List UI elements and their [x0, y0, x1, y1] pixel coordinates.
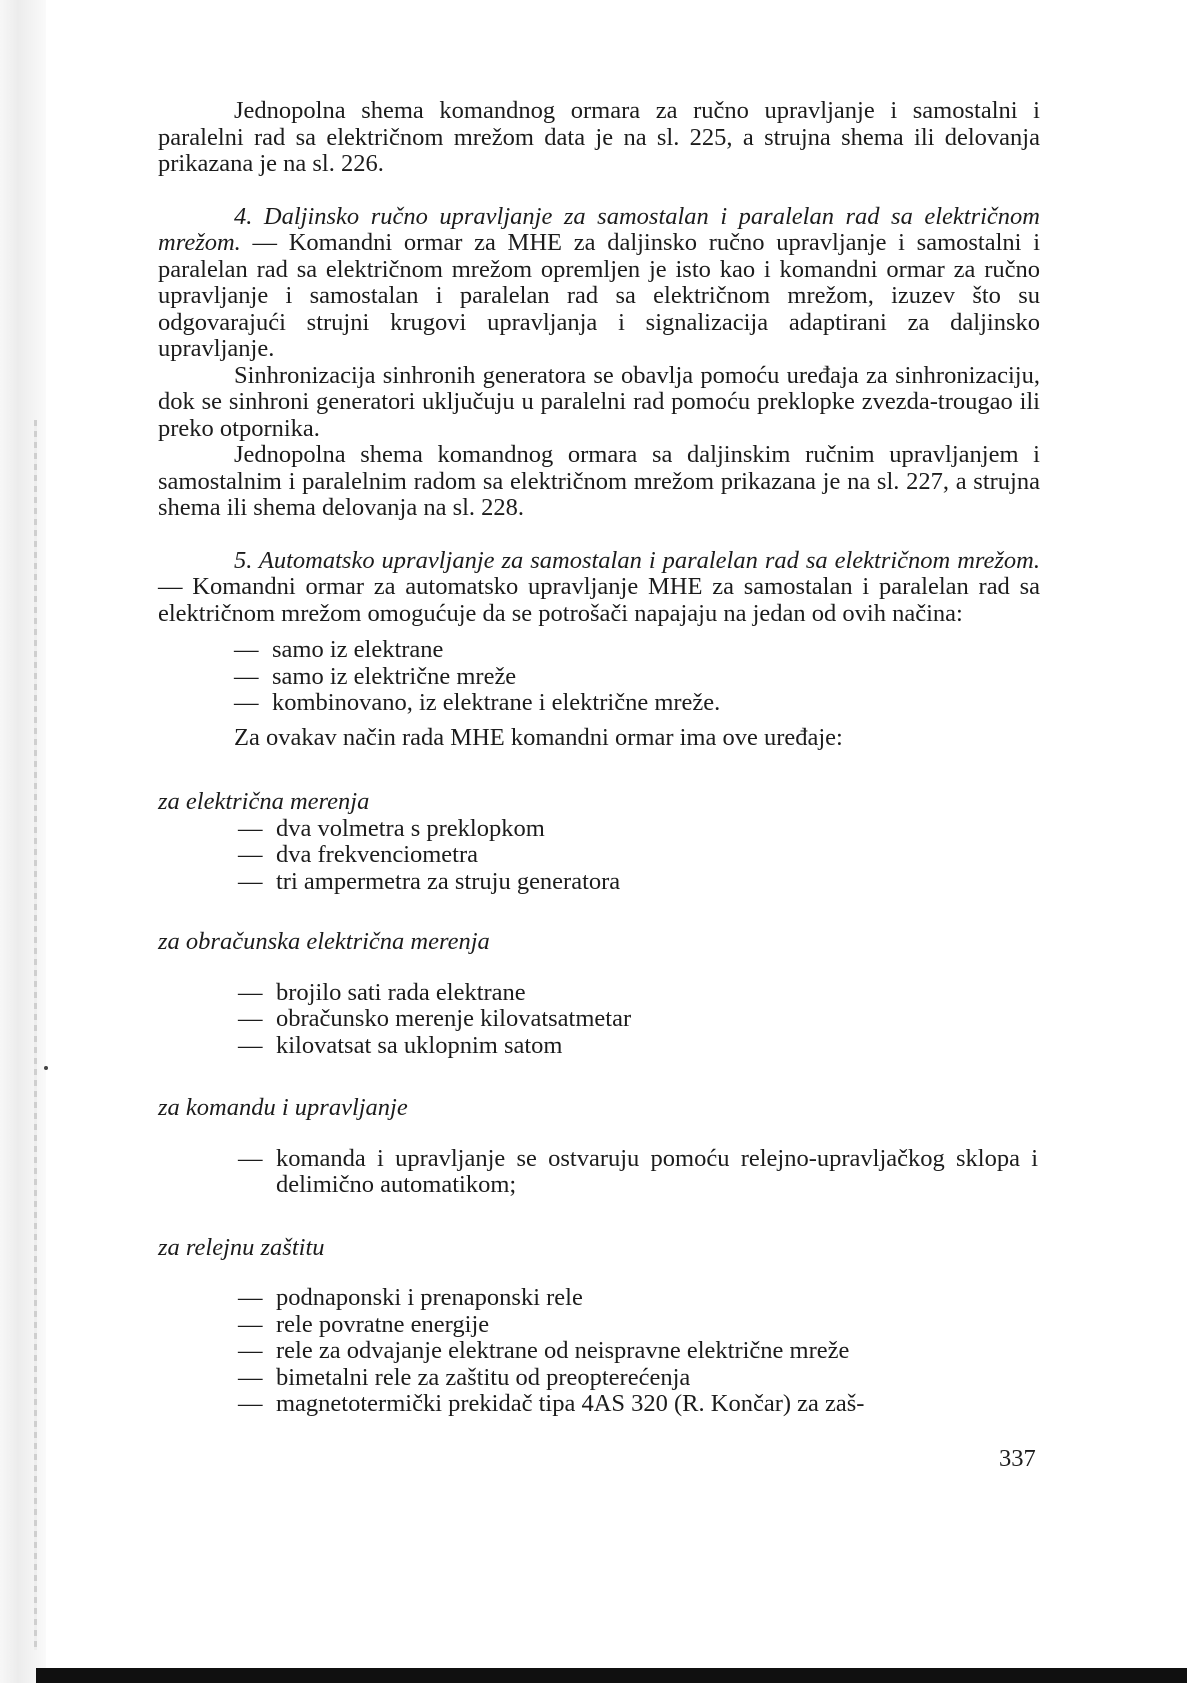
page-number: 337 [999, 1445, 1036, 1472]
list-item: — komanda i upravljanje se ostvaruju pomoću relejno-upravljačkog sklopa i delimično automatikom; [238, 1146, 1038, 1199]
measurements-list [238, 816, 1040, 896]
section-title-relay-protection: za relejnu zaštitu [158, 1233, 325, 1261]
section-title-control: za komandu i upravljanje [158, 1094, 408, 1121]
paragraph-3: Sinhronizacija sinhronih generatora se obavlja pomoću uređaja za sinhronizaciju, dok se sinhroni generatori uključuju u paralelni rad pomoću preklopke zvezda-trougao ili preko otpornika. [158, 361, 1040, 442]
paragraph-1: Jednopolna shema komandnog ormara za ručno upravljanje i samostalni i paralelni rad sa električnom mrežom data je na sl. 225, a strujna shema ili delovanja prikazana je na sl. 226. [158, 97, 1040, 177]
paragraph-4: Jednopolna shema komandnog ormara sa daljinskim ručnim upravljanjem i samostalnim i paralelnim radom sa električnom mrežom prikazana je na sl. 227, a strujna shema ili shema delovanja na sl. 228. [158, 441, 1040, 521]
list-item: — podnaponski i prenaponski rele [238, 1285, 1040, 1312]
list-item: — tri ampermetra za struju generatora [238, 869, 1040, 896]
list-item: — kilovatsat sa uklopnim satom [238, 1033, 1040, 1060]
list-item: — samo iz elektrane [234, 637, 1040, 664]
list-item: — brojilo sati rada elektrane [238, 980, 1040, 1007]
list-item: — samo iz električne mreže [234, 664, 1040, 691]
list-item: — rele povratne energije [238, 1312, 1040, 1339]
page-body [158, 98, 1040, 1418]
section-5-text: — Komandni ormar za automatsko upravljanje MHE za samostalan i paralelan rad sa električnom mrežom omogućuje da se potrošači napajaju na jedan od ovih načina: [158, 573, 1040, 627]
section-4-heading: 4. Daljinsko ručno upravljanje za samostalan i paralelan rad sa električnom mrežom. [158, 202, 1040, 256]
list-item: — magnetotermički prekidač tipa 4AS 320 (R. Končar) za zaš- [238, 1391, 1040, 1418]
control-list [238, 1146, 1038, 1199]
list-item: — rele za odvajanje elektrane od neispravne električne mreže [238, 1338, 1040, 1365]
relay-protection-list [238, 1285, 1040, 1418]
list-item: — obračunsko merenje kilovatsatmetar [238, 1006, 1040, 1033]
scan-speck [44, 1066, 48, 1070]
list-item: — kombinovano, iz elektrane i električne mreže. [234, 690, 1040, 717]
paragraph-5 [158, 548, 1040, 628]
paragraph-2 [158, 204, 1040, 363]
section-5-heading: 5. Automatsko upravljanje za samostalan i paralelan rad sa električnom mrežom. [234, 546, 1040, 574]
list-item: — bimetalni rele za zaštitu od preopterećenja [238, 1365, 1040, 1392]
section-title-billing-measurements: za obračunska električna merenja [158, 928, 490, 955]
supply-mode-list [234, 637, 1040, 717]
section-4-text: — Komandni ormar za MHE za daljinsko ručno upravljanje i samostalni i paralelan rad sa električnom mrežom opremljen je isto kao i komandni ormar za ručno upravljanje i samostalan i paralelan rad sa električnom mrežom, izuzev što su odgovarajući strujni krugovi upravljanja i signalizacija adaptirani za daljinsko upravljanje. [158, 229, 1040, 362]
section-title-measurements: za električna merenja [158, 788, 370, 815]
list-item: — dva volmetra s preklopkom [238, 816, 1040, 843]
billing-measurements-list [238, 980, 1040, 1060]
scan-left-edge [0, 0, 46, 1683]
devices-intro: Za ovakav način rada MHE komandni ormar ima ove uređaje: [234, 723, 843, 751]
scan-bottom-border [36, 1668, 1187, 1683]
list-item: — dva frekvenciometra [238, 842, 1040, 869]
